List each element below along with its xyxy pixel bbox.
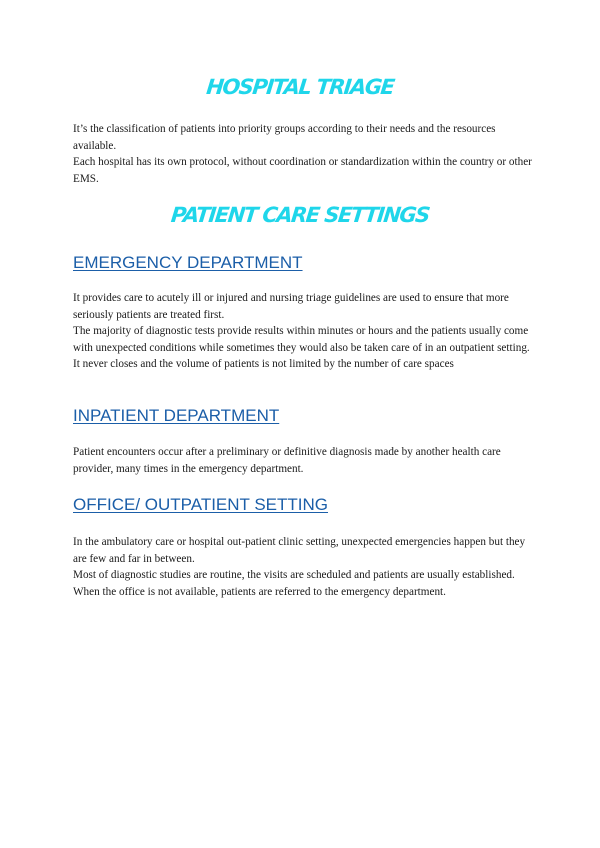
intro-paragraph bbox=[73, 121, 533, 187]
paragraph-line: The majority of diagnostic tests provide results within minutes or hours and the patients usually come with unexpected conditions while sometimes they would also be taken care of in an outpatient setting. bbox=[73, 325, 530, 354]
paragraph-line: It never closes and the volume of patients is not limited by the number of care spaces bbox=[73, 358, 454, 370]
paragraph-line: Patient encounters occur after a preliminary or definitive diagnosis made by another health care provider, many times in the emergency department. bbox=[73, 446, 501, 475]
emergency-department-text bbox=[73, 290, 533, 373]
heading-office-outpatient-setting: OFFICE/ OUTPATIENT SETTING bbox=[73, 495, 329, 514]
heading-inpatient-department: INPATIENT DEPARTMENT bbox=[73, 406, 280, 425]
section-title: PATIENT CARE SETTINGS bbox=[169, 203, 431, 227]
paragraph-line: Most of diagnostic studies are routine, the visits are scheduled and patients are usually established. bbox=[73, 569, 515, 581]
paragraph-line: When the office is not available, patients are referred to the emergency department. bbox=[73, 585, 446, 598]
heading-emergency-department: EMERGENCY DEPARTMENT bbox=[73, 253, 303, 272]
paragraph-line: In the ambulatory care or hospital out-patient clinic setting, unexpected emergencies happen but they are few and far in between. bbox=[73, 536, 526, 565]
paragraph-line: It provides care to acutely ill or injured and nursing triage guidelines are used to ensure that more seriously patients are treated first. bbox=[73, 292, 509, 321]
office-outpatient-text bbox=[73, 534, 533, 600]
document-title: HOSPITAL TRIAGE bbox=[205, 75, 395, 99]
intro-line: It’s the classification of patients into priority groups according to their needs and the resources available. bbox=[73, 123, 496, 152]
intro-line: Each hospital has its own protocol, without coordination or standardization within the country or other EMS. bbox=[73, 156, 532, 185]
inpatient-department-text bbox=[73, 444, 533, 477]
